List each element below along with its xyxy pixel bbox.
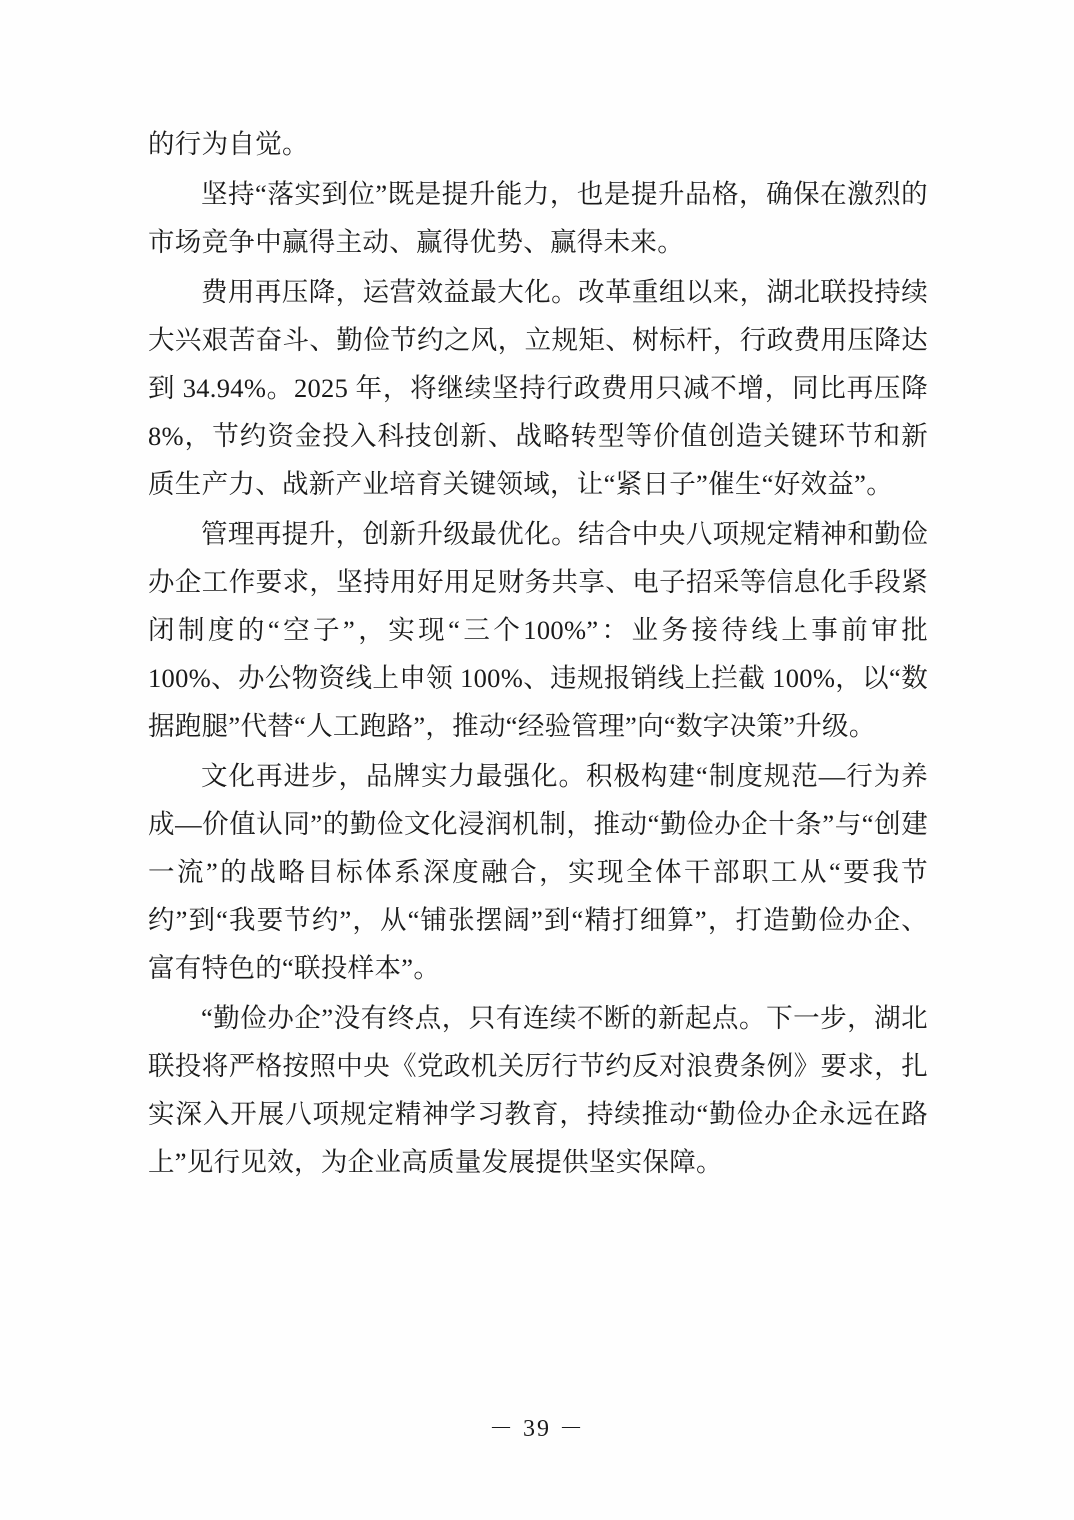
page-number-footer: － 39 －: [489, 1416, 585, 1442]
paragraph-management-upgrade: 管理再提升，创新升级最优化。结合中央八项规定精神和勤俭办企工作要求，坚持用好用足财务共享、电子招采等信息化手段紧闭制度的“空子”，实现“三个100%”：业务接待线上事前审批 100%、办公物资线上申领 100%、违规报销线上拦截 100%，以“数据跑腿”代替“人工跑路”，推动“经验管理”向“数字决策”升级。: [148, 519, 928, 741]
paragraph-implementation: 坚持“落实到位”既是提升能力，也是提升品格，确保在激烈的市场竞争中赢得主动、赢得优势、赢得未来。: [148, 179, 928, 257]
paragraph-cost-reduction: 费用再压降，运营效益最大化。改革重组以来，湖北联投持续大兴艰苦奋斗、勤俭节约之风，立规矩、树标杆，行政费用压降达到 34.94%。2025 年，将继续坚持行政费用只减不增，同比再压降 8%，节约资金投入科技创新、战略转型等价值创造关键环节和新质生产力、战新产业培育关键领域，让“紧日子”催生“好效益”。: [148, 277, 928, 499]
paragraph-culture-progress: 文化再进步，品牌实力最强化。积极构建“制度规范—行为养成—价值认同”的勤俭文化浸润机制，推动“勤俭办企十条”与“创建一流”的战略目标体系深度融合，实现全体干部职工从“要我节约”到“我要节约”，从“铺张摆阔”到“精打细算”，打造勤俭办企、富有特色的“联投样本”。: [148, 761, 928, 983]
document-body: [148, 120, 928, 1188]
paragraph-continued: 的行为自觉。: [148, 129, 309, 159]
paragraph-conclusion: “勤俭办企”没有终点，只有连续不断的新起点。下一步，湖北联投将严格按照中央《党政机关厉行节约反对浪费条例》要求，扎实深入开展八项规定精神学习教育，持续推动“勤俭办企永远在路上”见行见效，为企业高质量发展提供坚实保障。: [148, 1003, 928, 1177]
